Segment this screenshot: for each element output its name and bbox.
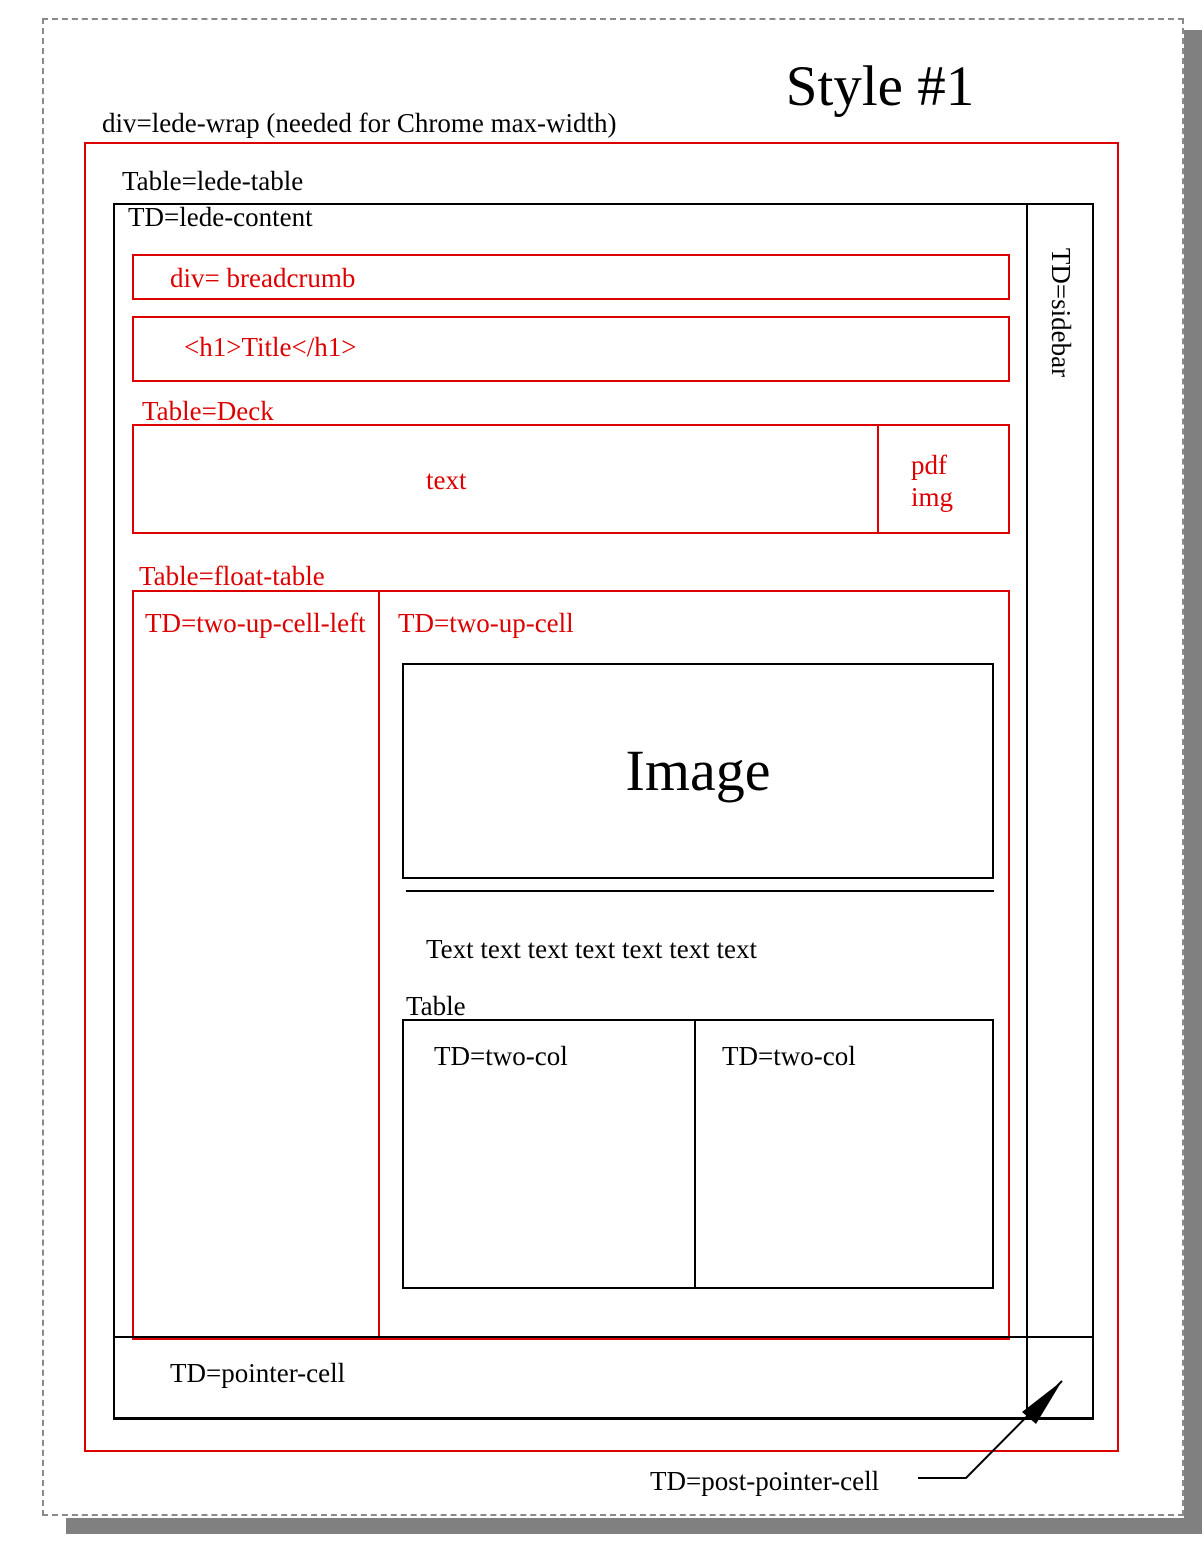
label-sidebar-text: TD=sidebar [1046,247,1076,377]
label-lede-wrap: div=lede-wrap (needed for Chrome max-width) [102,108,617,138]
label-two-col-right: TD=two-col [722,1041,856,1071]
divider-two-col [694,1019,696,1289]
label-pointer-cell: TD=pointer-cell [170,1358,346,1388]
label-body-text: Text text text text text text text [426,934,758,964]
label-deck-pdf-img [911,450,953,514]
page-title: Style #1 [785,55,975,118]
divider-deck [877,424,879,534]
horizontal-rule [406,890,994,892]
label-image-placeholder: Image [625,738,771,803]
label-heading: <h1>Title</h1> [184,332,357,362]
label-deck-pdf: pdf [911,450,947,480]
label-deck-table: Table=Deck [142,396,274,426]
label-inner-table: Table [406,991,466,1021]
label-deck-text: text [426,465,467,495]
label-sidebar [1027,232,1094,392]
box-image-placeholder [402,663,994,879]
label-float-table: Table=float-table [139,561,325,591]
divider-float-table [378,590,380,1340]
label-lede-table: Table=lede-table [122,166,304,196]
label-deck-img: img [911,481,954,512]
label-post-pointer-cell: TD=post-pointer-cell [650,1466,880,1496]
label-breadcrumb: div= breadcrumb [170,263,356,293]
label-two-up-cell-left: TD=two-up-cell-left [145,608,366,638]
label-two-col-left: TD=two-col [434,1041,568,1071]
page-shadow-bottom [66,1518,1202,1534]
label-two-up-cell: TD=two-up-cell [398,608,574,638]
page-shadow-right [1184,30,1202,1530]
label-lede-content: TD=lede-content [128,202,313,232]
